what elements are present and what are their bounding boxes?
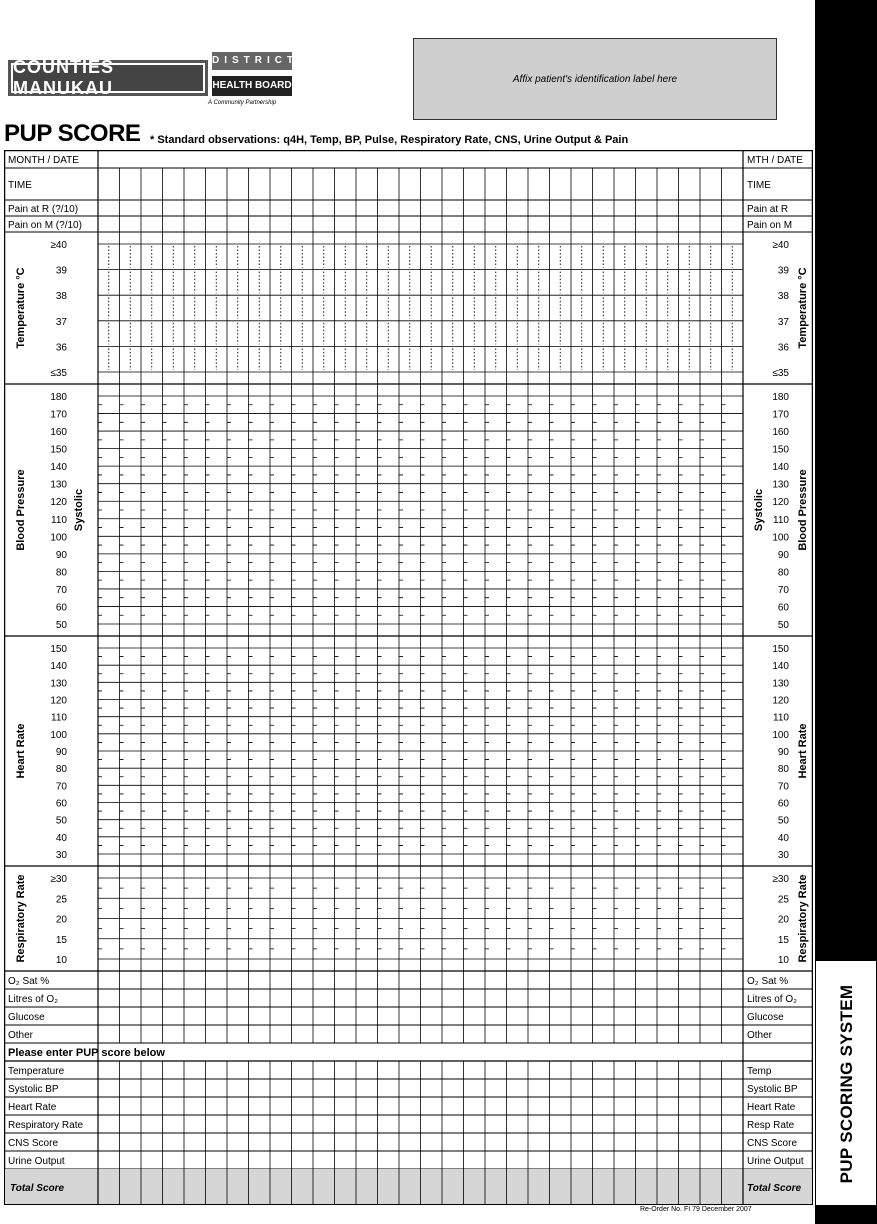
axis-tick-label-right: 150 bbox=[772, 444, 789, 456]
logo bbox=[8, 52, 299, 108]
row-label: TIME bbox=[8, 180, 32, 191]
axis-tick-label-right: 80 bbox=[777, 764, 789, 776]
axis-tick-label: 10 bbox=[55, 955, 67, 966]
section-title-right: Blood Pressure bbox=[797, 469, 809, 551]
sidebar-title: PUP SCORING SYSTEM bbox=[837, 984, 856, 1184]
axis-tick-label: 80 bbox=[55, 764, 67, 776]
logo-main: COUNTIES MANUKAU bbox=[8, 60, 208, 96]
row-label: Pain on M (?/10) bbox=[8, 220, 82, 231]
axis-tick-label-right: 37 bbox=[777, 316, 789, 328]
axis-tick-label: 38 bbox=[55, 291, 67, 303]
axis-tick-label: 100 bbox=[50, 532, 67, 544]
section-subtitle-right: Systolic bbox=[753, 488, 765, 532]
row-label: Systolic BP bbox=[8, 1084, 59, 1095]
section-title: Respiratory Rate bbox=[15, 874, 27, 963]
axis-tick-label: 36 bbox=[55, 342, 67, 354]
total-row-bg bbox=[5, 1169, 812, 1204]
axis-tick-label-right: 160 bbox=[772, 427, 789, 439]
row-label: Glucose bbox=[8, 1012, 45, 1023]
axis-tick-label: 70 bbox=[55, 781, 67, 793]
axis-tick-label: 130 bbox=[50, 479, 67, 491]
axis-tick-label-right: 120 bbox=[772, 695, 789, 707]
axis-tick-label: 180 bbox=[50, 392, 67, 403]
axis-tick-label-right: ≥30 bbox=[772, 874, 789, 885]
axis-tick-label-right: 130 bbox=[772, 678, 789, 690]
axis-tick-label: 50 bbox=[55, 815, 67, 827]
axis-tick-label: 140 bbox=[50, 462, 67, 474]
row-label: Litres of O₂ bbox=[8, 994, 59, 1005]
axis-tick-label: 150 bbox=[50, 644, 67, 655]
axis-tick-label: 170 bbox=[50, 409, 67, 421]
axis-tick-label: 90 bbox=[55, 549, 67, 561]
axis-tick-label: 39 bbox=[55, 265, 67, 277]
row-label-right: MTH / DATE bbox=[747, 155, 803, 166]
row-label-right: Urine Output bbox=[747, 1156, 804, 1167]
axis-tick-label: 90 bbox=[55, 747, 67, 758]
logo-tagline: A Community Partnership bbox=[208, 100, 277, 106]
row-label-right: O₂ Sat % bbox=[747, 976, 789, 987]
axis-tick-label-right: 10 bbox=[777, 955, 789, 966]
row-label-right: Other bbox=[747, 1030, 773, 1041]
row-label: Respiratory Rate bbox=[8, 1120, 84, 1131]
row-label-right: CNS Score bbox=[747, 1138, 798, 1149]
axis-tick-label: 15 bbox=[55, 934, 67, 946]
row-label-right: Systolic BP bbox=[747, 1084, 798, 1095]
sidebar-title-box bbox=[815, 960, 877, 1206]
axis-tick-label: 40 bbox=[55, 832, 67, 844]
row-label: MONTH / DATE bbox=[8, 155, 79, 166]
axis-tick-label: ≥30 bbox=[50, 874, 67, 885]
total-label-right: Total Score bbox=[747, 1183, 802, 1194]
axis-tick-label: 60 bbox=[55, 798, 67, 810]
logo-district: DISTRICT bbox=[212, 52, 292, 70]
logo-health-board: HEALTH BOARD bbox=[212, 76, 292, 96]
section-title-right: Respiratory Rate bbox=[797, 874, 809, 963]
axis-tick-label-right: ≤35 bbox=[772, 368, 789, 379]
axis-tick-label-right: 150 bbox=[772, 644, 789, 655]
section-title-right: Temperature °C bbox=[797, 267, 809, 349]
axis-tick-label: 130 bbox=[50, 678, 67, 690]
axis-tick-label-right: 60 bbox=[777, 602, 789, 614]
row-label-right: Resp Rate bbox=[747, 1120, 795, 1131]
axis-tick-label: 110 bbox=[51, 514, 67, 526]
axis-tick-label-right: 30 bbox=[777, 850, 789, 861]
row-label-right: Heart Rate bbox=[747, 1102, 796, 1113]
page-subtitle: * Standard observations: q4H, Temp, BP, Pulse, Respiratory Rate, CNS, Urine Output & Pain bbox=[150, 134, 629, 146]
row-label: O₂ Sat % bbox=[8, 976, 50, 987]
section-title: Heart Rate bbox=[15, 723, 27, 779]
axis-tick-label-right: 70 bbox=[777, 584, 789, 596]
axis-tick-label: 110 bbox=[51, 712, 67, 724]
axis-tick-label: 80 bbox=[55, 567, 67, 579]
score-header: Please enter PUP score below bbox=[8, 1047, 165, 1059]
axis-tick-label: 70 bbox=[55, 584, 67, 596]
axis-tick-label: 120 bbox=[50, 695, 67, 707]
axis-tick-label-right: 90 bbox=[777, 549, 789, 561]
row-label-right: Pain at R bbox=[747, 204, 789, 215]
row-label: Pain at R (?/10) bbox=[8, 204, 79, 215]
axis-tick-label-right: 110 bbox=[773, 514, 789, 526]
row-label-right: TIME bbox=[747, 180, 771, 191]
axis-tick-label-right: 170 bbox=[772, 409, 789, 421]
axis-tick-label-right: 140 bbox=[772, 661, 789, 673]
axis-tick-label-right: 120 bbox=[772, 497, 789, 509]
total-label: Total Score bbox=[10, 1183, 65, 1194]
axis-tick-label: 60 bbox=[55, 602, 67, 614]
axis-tick-label-right: 38 bbox=[777, 291, 789, 303]
row-label: Temperature bbox=[8, 1066, 65, 1077]
axis-tick-label-right: 130 bbox=[772, 479, 789, 491]
axis-tick-label-right: 60 bbox=[777, 798, 789, 810]
axis-tick-label: 100 bbox=[50, 729, 67, 741]
row-label: Heart Rate bbox=[8, 1102, 57, 1113]
axis-tick-label-right: 100 bbox=[772, 729, 789, 741]
axis-tick-label-right: 25 bbox=[777, 894, 789, 906]
axis-tick-label: ≥40 bbox=[50, 240, 67, 251]
axis-tick-label-right: 90 bbox=[777, 747, 789, 758]
section-subtitle: Systolic bbox=[73, 488, 85, 532]
axis-tick-label: 160 bbox=[50, 427, 67, 439]
section-title: Blood Pressure bbox=[15, 469, 27, 551]
axis-tick-label: 20 bbox=[55, 914, 67, 926]
axis-tick-label-right: 36 bbox=[777, 342, 789, 354]
axis-tick-label-right: 70 bbox=[777, 781, 789, 793]
reorder-number: Re-Order No. FI 79 December 2007 bbox=[640, 1206, 752, 1213]
section-title: Temperature °C bbox=[15, 267, 27, 349]
row-label: CNS Score bbox=[8, 1138, 59, 1149]
axis-tick-label-right: 50 bbox=[777, 815, 789, 827]
axis-tick-label-right: 39 bbox=[777, 265, 789, 277]
row-label-right: Pain on M bbox=[747, 220, 793, 231]
axis-tick-label: 150 bbox=[50, 444, 67, 456]
axis-tick-label-right: ≥40 bbox=[772, 240, 789, 251]
section-title-right: Heart Rate bbox=[797, 723, 809, 779]
axis-tick-label: 140 bbox=[50, 661, 67, 673]
row-label: Urine Output bbox=[8, 1156, 65, 1167]
row-label-right: Temp bbox=[747, 1066, 772, 1077]
axis-tick-label-right: 110 bbox=[773, 712, 789, 724]
row-label: Other bbox=[8, 1030, 34, 1041]
axis-tick-label-right: 50 bbox=[777, 620, 789, 631]
patient-label-box: Affix patient's identification label here bbox=[413, 38, 777, 120]
axis-tick-label-right: 140 bbox=[772, 462, 789, 474]
axis-tick-label-right: 15 bbox=[777, 934, 789, 946]
page-title: PUP SCORE bbox=[4, 120, 141, 147]
axis-tick-label: 120 bbox=[50, 497, 67, 509]
axis-tick-label: 37 bbox=[55, 316, 67, 328]
observation-chart bbox=[4, 150, 813, 1205]
axis-tick-label-right: 20 bbox=[777, 914, 789, 926]
axis-tick-label-right: 100 bbox=[772, 532, 789, 544]
axis-tick-label: 50 bbox=[55, 620, 67, 631]
axis-tick-label-right: 40 bbox=[777, 832, 789, 844]
axis-tick-label: 25 bbox=[55, 894, 67, 906]
row-label-right: Litres of O₂ bbox=[747, 994, 798, 1005]
axis-tick-label: 30 bbox=[55, 850, 67, 861]
axis-tick-label: ≤35 bbox=[50, 368, 67, 379]
axis-tick-label-right: 180 bbox=[772, 392, 789, 403]
axis-tick-label-right: 80 bbox=[777, 567, 789, 579]
row-label-right: Glucose bbox=[747, 1012, 784, 1023]
